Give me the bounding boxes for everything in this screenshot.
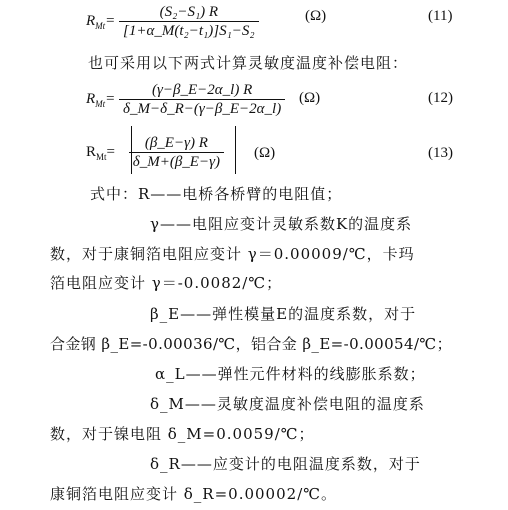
intro-line: 也可采用以下两式计算灵敏度温度补偿电阻： [88,54,409,72]
alphaL-def: α_L——弹性元件材料的线膨胀系数； [155,365,426,383]
eq11-denominator: [1+α_M(t₂−t₁)]S₁−S₂ [119,21,259,40]
eq13-lhs: $R_{Mt}=$ [86,144,115,163]
eq13-unit: (Ω) [254,145,276,161]
eq12-number: (12) [428,90,453,106]
equation-13 [86,135,232,171]
eq13-abs-bar-right [235,126,236,174]
eq12-fraction [119,82,285,118]
eq12-denominator: δ_M−δ_R−(γ−β_E−2α_l) [119,99,285,118]
where-line: 式中：R——电桥各桥臂的电阻值； [90,185,343,203]
deltaM-def-line2: 数，对于镍电阻 δ_M=0.0059/℃； [50,425,315,443]
eq13-denominator: δ_M+(β_E−γ) [129,152,224,171]
deltaR-def-line2: 康铜箔电阻应变计 δ_R=0.00002/℃。 [50,485,338,503]
deltaM-def-line1: δ_M——灵敏度温度补偿电阻的温度系 [150,395,425,413]
deltaR-def-line1: δ_R——应变计的电阻温度系数，对于 [150,455,421,473]
eq11-lhs: $R_{Mt}=$ [86,13,116,32]
eq13-fraction [129,135,224,171]
eq13-number: (13) [428,145,453,161]
gamma-def-line2: 数，对于康铜箔电阻应变计 γ＝0.00009/℃，卡玛 [50,245,415,263]
equation-11 [86,4,259,40]
eq12-numerator: (γ−β_E−2α_l) R [152,82,253,98]
eq11-unit: (Ω) [305,8,327,24]
eq12-lhs: $R_{Mt}=$ [86,91,116,110]
eq13-abs-bar-left [131,126,132,174]
eq11-fraction [119,4,259,40]
equation-12 [86,82,285,118]
eq11-numerator: (S₂−S₁) R [159,4,219,20]
betaE-def-line2: 合金钢 β_E=-0.00036/℃，铝合金 β_E=-0.00054/℃； [50,335,452,353]
eq13-numerator: (β_E−γ) R [144,135,208,151]
betaE-def-line1: β_E——弹性模量E的温度系数，对于 [150,305,417,323]
eq11-number: (11) [428,8,453,24]
gamma-def-line3: 箔电阻应变计 γ＝-0.0082/℃； [50,274,283,292]
gamma-def-line1: γ——电阻应变计灵敏系数K的温度系 [150,215,413,233]
eq12-unit: (Ω) [299,90,321,106]
